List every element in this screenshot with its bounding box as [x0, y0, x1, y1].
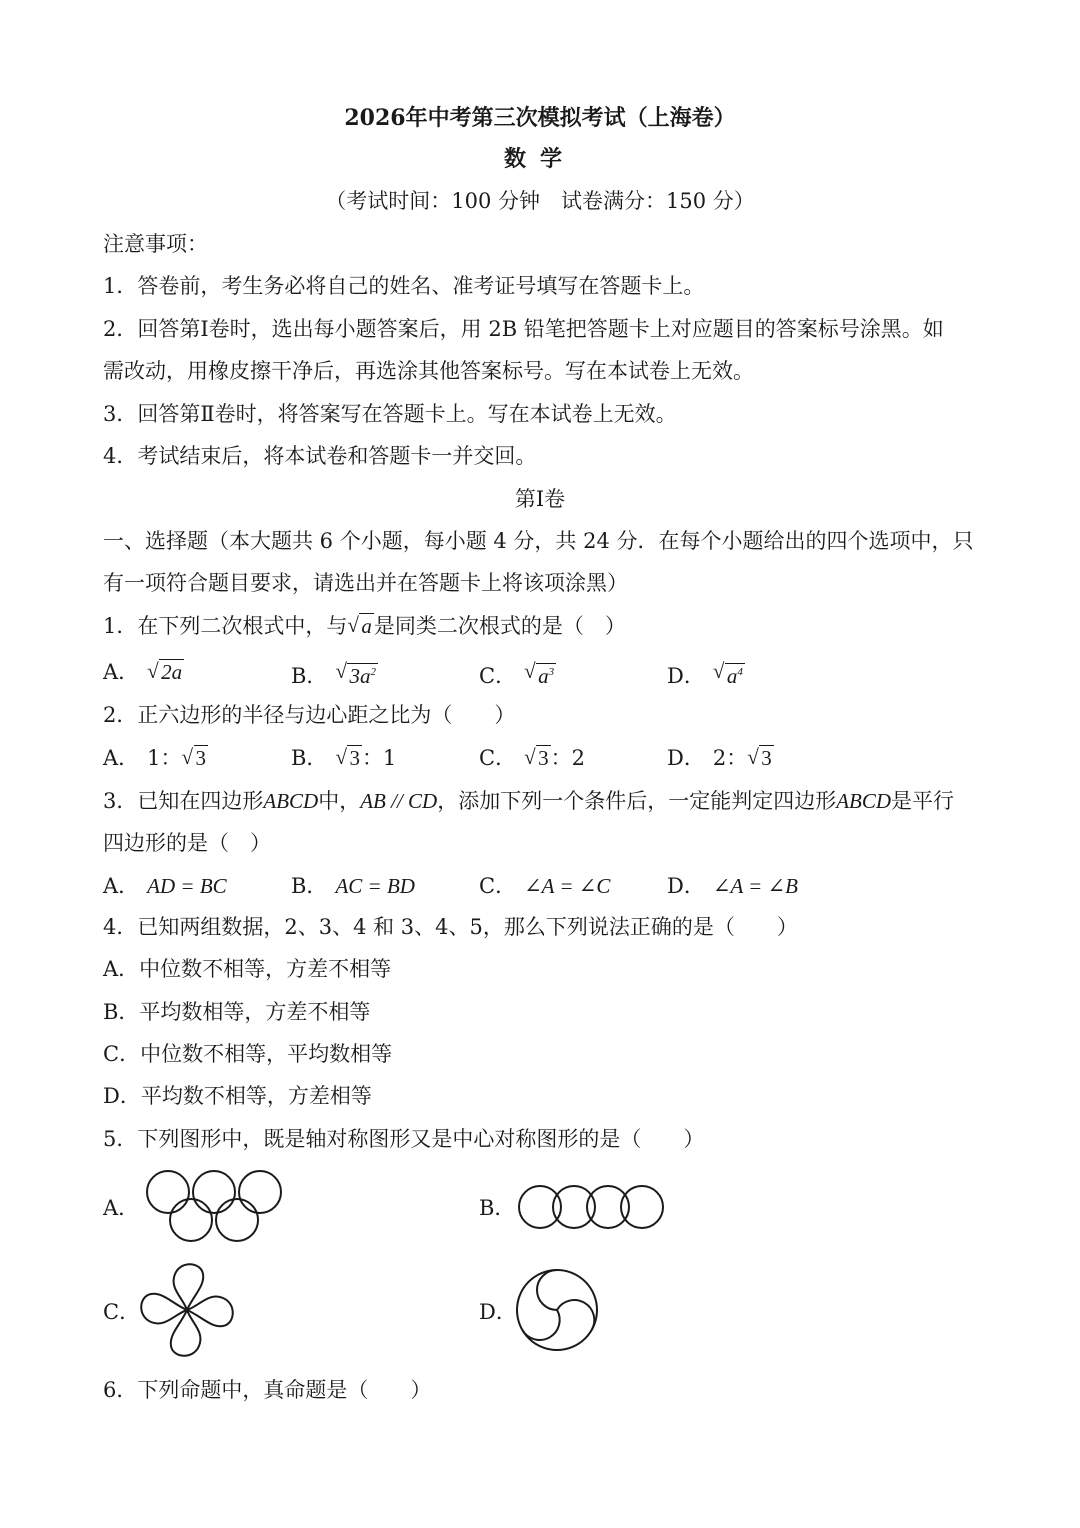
- question-3-stem-cont: 四边形的是（ ）: [103, 831, 271, 855]
- question-4-option-b: B．平均数相等，方差不相等: [103, 1000, 371, 1024]
- question-5-option-a-label: A．: [103, 1196, 140, 1220]
- question-3-option-b: B． AC = BD: [291, 874, 415, 898]
- volume-title: 第Ⅰ卷: [514, 487, 566, 511]
- sqrt-expression: √ a: [347, 611, 374, 641]
- question-5-stem: 5．下列图形中，既是轴对称图形又是中心对称图形的是（ ）: [103, 1127, 705, 1151]
- five-rings-figure: [140, 1170, 290, 1244]
- question-4-stem: 4．已知两组数据，2、3、4 和 3、4、5，那么下列说法正确的是（ ）: [103, 915, 798, 939]
- sqrt-expression: √ 3: [524, 743, 551, 773]
- question-4-option-c: C．中位数不相等，平均数相等: [103, 1042, 393, 1066]
- question-1-option-b: B．√ $3a^2$: [291, 657, 378, 691]
- question-3-option-d: D． ∠A = ∠B: [667, 874, 798, 898]
- question-3-stem: 3．已知在四边形ABCD中，AB // CD，添加下列一个条件后，一定能判定四边形ABCD是平行: [103, 789, 955, 813]
- exam-title: 2026年中考第三次模拟考试（上海卷）: [344, 105, 736, 131]
- section-instruction: 一、选择题（本大题共 6 个小题，每小题 4 分，共 24 分．在每个小题给出的四个选项中，只: [103, 529, 974, 553]
- question-3-option-a: A． AD = BC: [103, 874, 227, 898]
- question-6-stem: 6．下列命题中，真命题是（ ）: [103, 1378, 432, 1402]
- question-5-option-b-label: B．: [479, 1196, 516, 1220]
- four-chain-circles-figure: [518, 1184, 664, 1230]
- sqrt-expression: √ 3: [182, 743, 209, 773]
- notice-heading: 注意事项：: [103, 232, 208, 256]
- section-instruction: 有一项符合题目要求，请选出并在答题卡上将该项涂黑）: [103, 571, 628, 595]
- three-arc-circle-figure: [515, 1268, 599, 1352]
- sqrt-expression: √ $3a^2$: [335, 657, 378, 691]
- sqrt-expression: √ 3: [335, 743, 362, 773]
- question-2-option-c: C．√ 3：2: [479, 743, 585, 773]
- notice-item: 2．回答第Ⅰ卷时，选出每小题答案后，用 2B 铅笔把答题卡上对应题目的答案标号涂黑。如: [103, 317, 944, 341]
- question-1-option-a: A．√ 2a: [103, 657, 184, 687]
- sqrt-expression: √ 3: [747, 743, 774, 773]
- question-1-option-c: C．√ $a^3$: [479, 657, 556, 691]
- notice-item: 1．答卷前，考生务必将自己的姓名、准考证号填写在答题卡上。: [103, 274, 705, 298]
- notice-item: 3．回答第Ⅱ卷时，将答案写在答题卡上。写在本试卷上无效。: [103, 402, 677, 426]
- question-2-stem: 2．正六边形的半径与边心距之比为（ ）: [103, 703, 516, 727]
- question-2-option-d: D． 2：√ 3: [667, 743, 774, 773]
- question-2-option-a: A． 1：√ 3: [103, 743, 208, 773]
- question-1-stem: 1．在下列二次根式中，与√ a是同类二次根式的是（ ）: [103, 611, 626, 641]
- sqrt-expression: √ 2a: [147, 657, 184, 687]
- question-1-option-d: D．√ $a^4$: [667, 657, 745, 691]
- question-2-option-b: B．√ 3：1: [291, 743, 396, 773]
- exam-meta: （考试时间：100 分钟 试卷满分：150 分）: [325, 189, 755, 213]
- question-5-option-c-label: C．: [103, 1300, 141, 1324]
- sqrt-expression: √ $a^3$: [524, 657, 556, 691]
- question-4-option-a: A．中位数不相等，方差不相等: [103, 957, 392, 981]
- question-5-option-d-label: D．: [479, 1300, 517, 1324]
- question-4-option-d: D．平均数不相等，方差相等: [103, 1084, 372, 1108]
- question-3-option-c: C． ∠A = ∠C: [479, 874, 611, 898]
- subject-title: 数学: [503, 146, 576, 172]
- notice-item: 需改动，用橡皮擦干净后，再选涂其他答案标号。写在本试卷上无效。: [103, 359, 754, 383]
- four-petal-pinwheel-figure: [136, 1259, 238, 1361]
- sqrt-expression: √ $a^4$: [713, 657, 745, 691]
- notice-item: 4．考试结束后，将本试卷和答题卡一并交回。: [103, 444, 537, 468]
